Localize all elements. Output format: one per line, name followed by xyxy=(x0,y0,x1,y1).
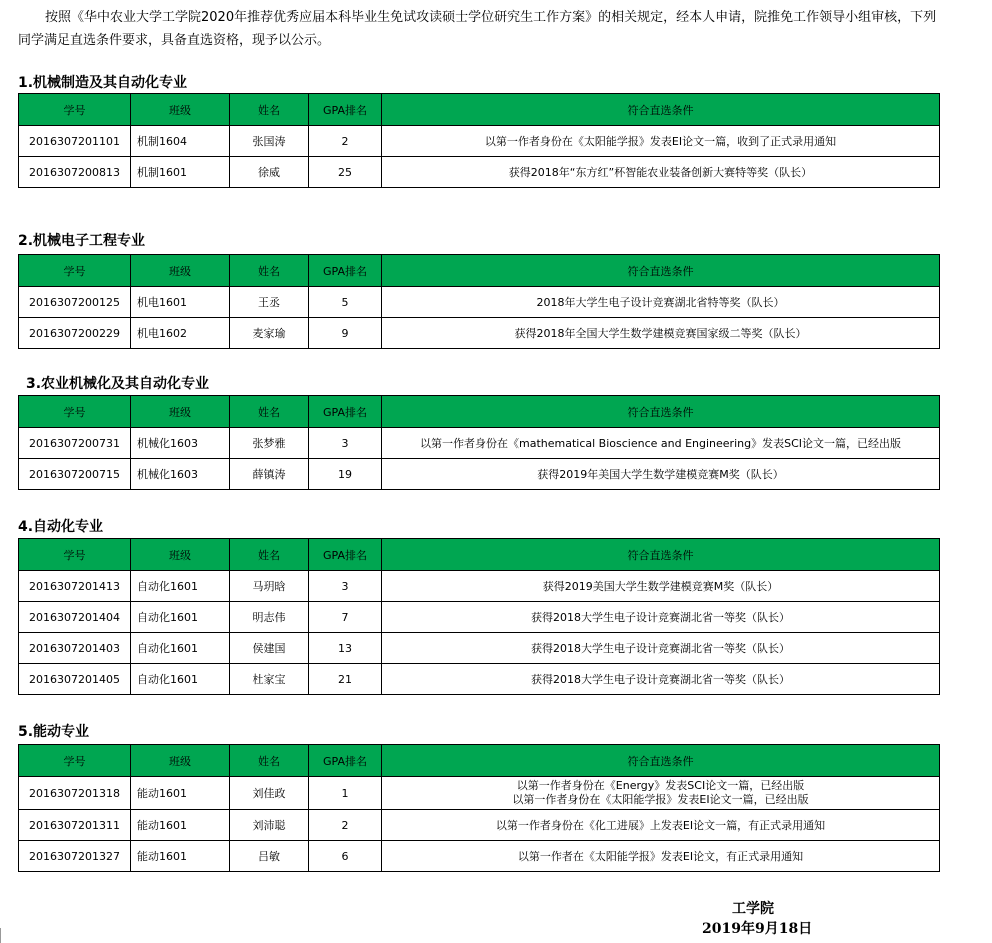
class-cell: 自动化1601 xyxy=(131,571,230,602)
header-name: 姓名 xyxy=(230,396,309,428)
table-section-4 xyxy=(18,538,940,695)
class-cell: 能动1601 xyxy=(131,841,230,872)
header-condition: 符合直选条件 xyxy=(382,94,940,126)
table-row xyxy=(19,318,940,349)
section-title-4: 4.自动化专业 xyxy=(18,519,104,535)
header-gpa-rank: GPA排名 xyxy=(309,396,382,428)
table-header-row xyxy=(19,94,940,126)
class-cell: 自动化1601 xyxy=(131,664,230,695)
table-row xyxy=(19,126,940,157)
gpa-rank-cell: 3 xyxy=(309,428,382,459)
header-gpa-rank: GPA排名 xyxy=(309,539,382,571)
student-id-cell: 2016307201318 xyxy=(19,777,131,810)
class-cell: 自动化1601 xyxy=(131,602,230,633)
name-cell: 徐威 xyxy=(230,157,309,188)
header-name: 姓名 xyxy=(230,255,309,287)
condition-cell xyxy=(382,777,940,810)
gpa-rank-cell: 9 xyxy=(309,318,382,349)
student-id-cell: 2016307200813 xyxy=(19,157,131,188)
table-row xyxy=(19,633,940,664)
header-condition: 符合直选条件 xyxy=(382,539,940,571)
condition-cell xyxy=(382,633,940,664)
class-cell: 机制1604 xyxy=(131,126,230,157)
condition-cell xyxy=(382,157,940,188)
section-title-2: 2.机械电子工程专业 xyxy=(18,233,146,249)
student-id-cell: 2016307200125 xyxy=(19,287,131,318)
header-condition: 符合直选条件 xyxy=(382,745,940,777)
condition-line: 以第一作者身份在《太阳能学报》发表EI论文一篇，已经出版 xyxy=(512,793,809,806)
section-title-3: 3.农业机械化及其自动化专业 xyxy=(26,376,210,392)
table-row xyxy=(19,571,940,602)
student-id-cell: 2016307201403 xyxy=(19,633,131,664)
header-condition: 符合直选条件 xyxy=(382,255,940,287)
table-header-row xyxy=(19,396,940,428)
name-cell: 王丞 xyxy=(230,287,309,318)
condition-line: 获得2019年美国大学生数学建模竞赛M奖（队长） xyxy=(537,468,784,481)
table-row xyxy=(19,841,940,872)
header-student-id: 学号 xyxy=(19,94,131,126)
table-row xyxy=(19,664,940,695)
gpa-rank-cell: 2 xyxy=(309,126,382,157)
table-row xyxy=(19,428,940,459)
condition-line: 获得2019美国大学生数学建模竞赛M奖（队长） xyxy=(542,580,779,593)
gpa-rank-cell: 7 xyxy=(309,602,382,633)
student-id-cell: 2016307201404 xyxy=(19,602,131,633)
name-cell: 张国涛 xyxy=(230,126,309,157)
gpa-rank-cell: 5 xyxy=(309,287,382,318)
student-id-cell: 2016307201413 xyxy=(19,571,131,602)
section-title-5: 5.能动专业 xyxy=(18,724,90,740)
class-cell: 机械化1603 xyxy=(131,459,230,490)
condition-cell xyxy=(382,841,940,872)
name-cell: 马玥晗 xyxy=(230,571,309,602)
header-condition: 符合直选条件 xyxy=(382,396,940,428)
intro-paragraph: 按照《华中农业大学工学院2020年推荐优秀应届本科毕业生免试攻读硕士学位研究生工作方案》的相关规定，经本人申请，院推免工作领导小组审核，下列同学满足直选条件要求，具备直选资格，现予以公示。 xyxy=(18,10,937,48)
name-cell: 刘沛聪 xyxy=(230,810,309,841)
table-row xyxy=(19,157,940,188)
gpa-rank-cell: 2 xyxy=(309,810,382,841)
header-class: 班级 xyxy=(131,255,230,287)
gpa-rank-cell: 13 xyxy=(309,633,382,664)
table-section-3 xyxy=(18,395,940,490)
header-name: 姓名 xyxy=(230,745,309,777)
name-cell: 麦家瑜 xyxy=(230,318,309,349)
header-student-id: 学号 xyxy=(19,396,131,428)
table-row xyxy=(19,459,940,490)
student-id-cell: 2016307200731 xyxy=(19,428,131,459)
gpa-rank-cell: 3 xyxy=(309,571,382,602)
table-row xyxy=(19,287,940,318)
condition-line: 以第一作者身份在《太阳能学报》发表EI论文一篇，收到了正式录用通知 xyxy=(484,135,837,148)
name-cell: 薛镇涛 xyxy=(230,459,309,490)
condition-cell xyxy=(382,571,940,602)
table-section-2 xyxy=(18,254,940,349)
header-gpa-rank: GPA排名 xyxy=(309,94,382,126)
header-class: 班级 xyxy=(131,396,230,428)
condition-line: 获得2018年“东方红”杯智能农业装备创新大赛特等奖（队长） xyxy=(508,166,813,179)
signature-date: 2019年9月18日 xyxy=(702,921,813,937)
condition-line: 以第一作者身份在《Energy》发表SCI论文一篇，已经出版 xyxy=(516,779,805,792)
name-cell: 张梦雅 xyxy=(230,428,309,459)
student-id-cell: 2016307200229 xyxy=(19,318,131,349)
condition-cell xyxy=(382,287,940,318)
class-cell: 能动1601 xyxy=(131,777,230,810)
condition-line: 获得2018大学生电子设计竞赛湖北省一等奖（队长） xyxy=(531,642,790,655)
student-id-cell: 2016307201327 xyxy=(19,841,131,872)
gpa-rank-cell: 25 xyxy=(309,157,382,188)
section-title-1: 1.机械制造及其自动化专业 xyxy=(18,75,188,91)
class-cell: 机电1601 xyxy=(131,287,230,318)
gpa-rank-cell: 6 xyxy=(309,841,382,872)
header-gpa-rank: GPA排名 xyxy=(309,255,382,287)
gpa-rank-cell: 1 xyxy=(309,777,382,810)
header-class: 班级 xyxy=(131,539,230,571)
table-header-row xyxy=(19,745,940,777)
condition-cell xyxy=(382,664,940,695)
condition-cell xyxy=(382,126,940,157)
signature-org: 工学院 xyxy=(732,901,774,917)
table-header-row xyxy=(19,539,940,571)
table-header-row xyxy=(19,255,940,287)
header-class: 班级 xyxy=(131,745,230,777)
header-name: 姓名 xyxy=(230,94,309,126)
header-class: 班级 xyxy=(131,94,230,126)
condition-line: 以第一作者身份在《mathematical Bioscience and Engineering》发表SCI论文一篇，已经出版 xyxy=(420,437,901,450)
table-section-1 xyxy=(18,93,940,188)
gpa-rank-cell: 19 xyxy=(309,459,382,490)
condition-cell xyxy=(382,428,940,459)
condition-cell xyxy=(382,318,940,349)
table-section-5 xyxy=(18,744,940,872)
header-student-id: 学号 xyxy=(19,255,131,287)
class-cell: 机电1602 xyxy=(131,318,230,349)
condition-cell xyxy=(382,810,940,841)
class-cell: 机械化1603 xyxy=(131,428,230,459)
condition-line: 获得2018大学生电子设计竞赛湖北省一等奖（队长） xyxy=(531,673,790,686)
table-row xyxy=(19,777,940,810)
header-student-id: 学号 xyxy=(19,539,131,571)
student-id-cell: 2016307201311 xyxy=(19,810,131,841)
condition-cell xyxy=(382,602,940,633)
page-edge-mark xyxy=(0,928,5,943)
condition-line: 以第一作者在《太阳能学报》发表EI论文，有正式录用通知 xyxy=(517,850,804,863)
condition-cell xyxy=(382,459,940,490)
name-cell: 明志伟 xyxy=(230,602,309,633)
class-cell: 机制1601 xyxy=(131,157,230,188)
table-row xyxy=(19,602,940,633)
name-cell: 刘佳政 xyxy=(230,777,309,810)
condition-line: 以第一作者身份在《化工进展》上发表EI论文一篇，有正式录用通知 xyxy=(495,819,826,832)
condition-line: 获得2018大学生电子设计竞赛湖北省一等奖（队长） xyxy=(531,611,790,624)
name-cell: 吕敏 xyxy=(230,841,309,872)
table-row xyxy=(19,810,940,841)
name-cell: 侯建国 xyxy=(230,633,309,664)
condition-line: 获得2018年全国大学生数学建模竞赛国家级二等奖（队长） xyxy=(514,327,807,340)
name-cell: 杜家宝 xyxy=(230,664,309,695)
header-gpa-rank: GPA排名 xyxy=(309,745,382,777)
student-id-cell: 2016307201101 xyxy=(19,126,131,157)
student-id-cell: 2016307201405 xyxy=(19,664,131,695)
header-student-id: 学号 xyxy=(19,745,131,777)
student-id-cell: 2016307200715 xyxy=(19,459,131,490)
header-name: 姓名 xyxy=(230,539,309,571)
class-cell: 能动1601 xyxy=(131,810,230,841)
class-cell: 自动化1601 xyxy=(131,633,230,664)
gpa-rank-cell: 21 xyxy=(309,664,382,695)
condition-line: 2018年大学生电子设计竞赛湖北省特等奖（队长） xyxy=(536,296,785,309)
